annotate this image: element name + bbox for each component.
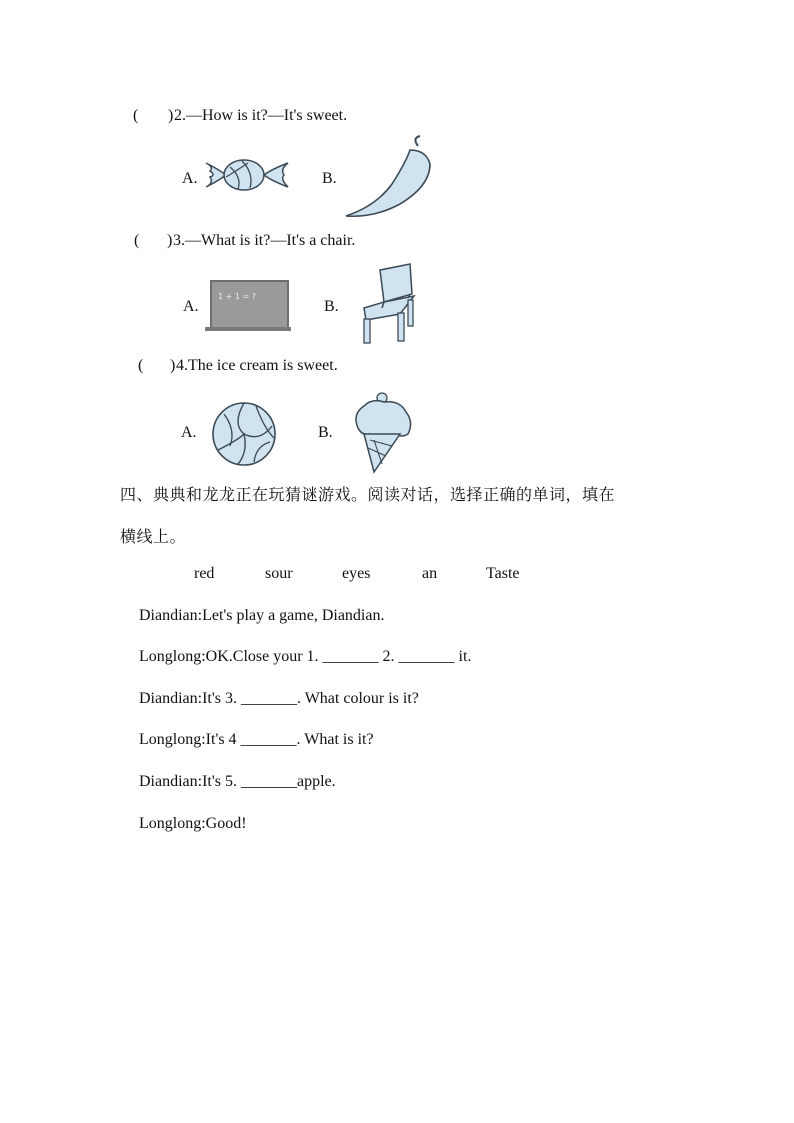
word-bank-item: Taste [486,565,520,582]
dialogue-line: Diandian:It's 5. _______apple. [139,773,336,790]
answer-paren-open-3: ( [134,232,140,249]
volleyball-icon [210,400,278,468]
question-2-text: 2.—How is it?—It's sweet. [174,107,348,124]
question-2-option-a: A. [182,170,198,187]
question-4-text: 4.The ice cream is sweet. [176,357,338,374]
dialogue-line: Longlong:It's 4 _______. What is it? [139,731,374,748]
blackboard-ledge [205,327,291,331]
word-bank-item: red [194,565,215,582]
question-2-option-b: B. [322,170,337,187]
answer-paren-close-4: ) [170,357,176,374]
word-bank-item: sour [265,565,293,582]
answer-paren-open-2: ( [133,107,139,124]
question-3-option-b: B. [324,298,339,315]
chair-icon [360,264,418,346]
question-4-option-b: B. [318,424,333,441]
blackboard-icon [210,280,289,330]
word-bank-item: an [422,565,438,582]
ice-cream-icon [352,390,416,474]
dialogue-line: Longlong:OK.Close your 1. _______ 2. _______ it. [139,648,472,665]
candy-icon [202,155,292,195]
chili-pepper-icon [344,136,436,222]
question-3-option-a: A. [183,298,199,315]
dialogue-line: Longlong:Good! [139,815,247,832]
answer-paren-open-4: ( [138,357,144,374]
dialogue-line: Diandian:Let's play a game, Diandian. [139,607,385,624]
dialogue-line: Diandian:It's 3. _______. What colour is it? [139,690,419,707]
question-3-text: 3.—What is it?—It's a chair. [173,232,356,249]
answer-paren-close-3: ) [167,232,173,249]
answer-paren-close-2: ) [168,107,174,124]
word-bank-item: eyes [342,565,371,582]
section-4-title-line1: 四、典典和龙龙正在玩猜谜游戏。阅读对话，选择正确的单词，填在 [120,485,616,504]
blackboard-text: 1 + 1 = ? [218,292,257,301]
question-4-option-a: A. [181,424,197,441]
section-4-title-line2: 横线上。 [120,527,187,546]
